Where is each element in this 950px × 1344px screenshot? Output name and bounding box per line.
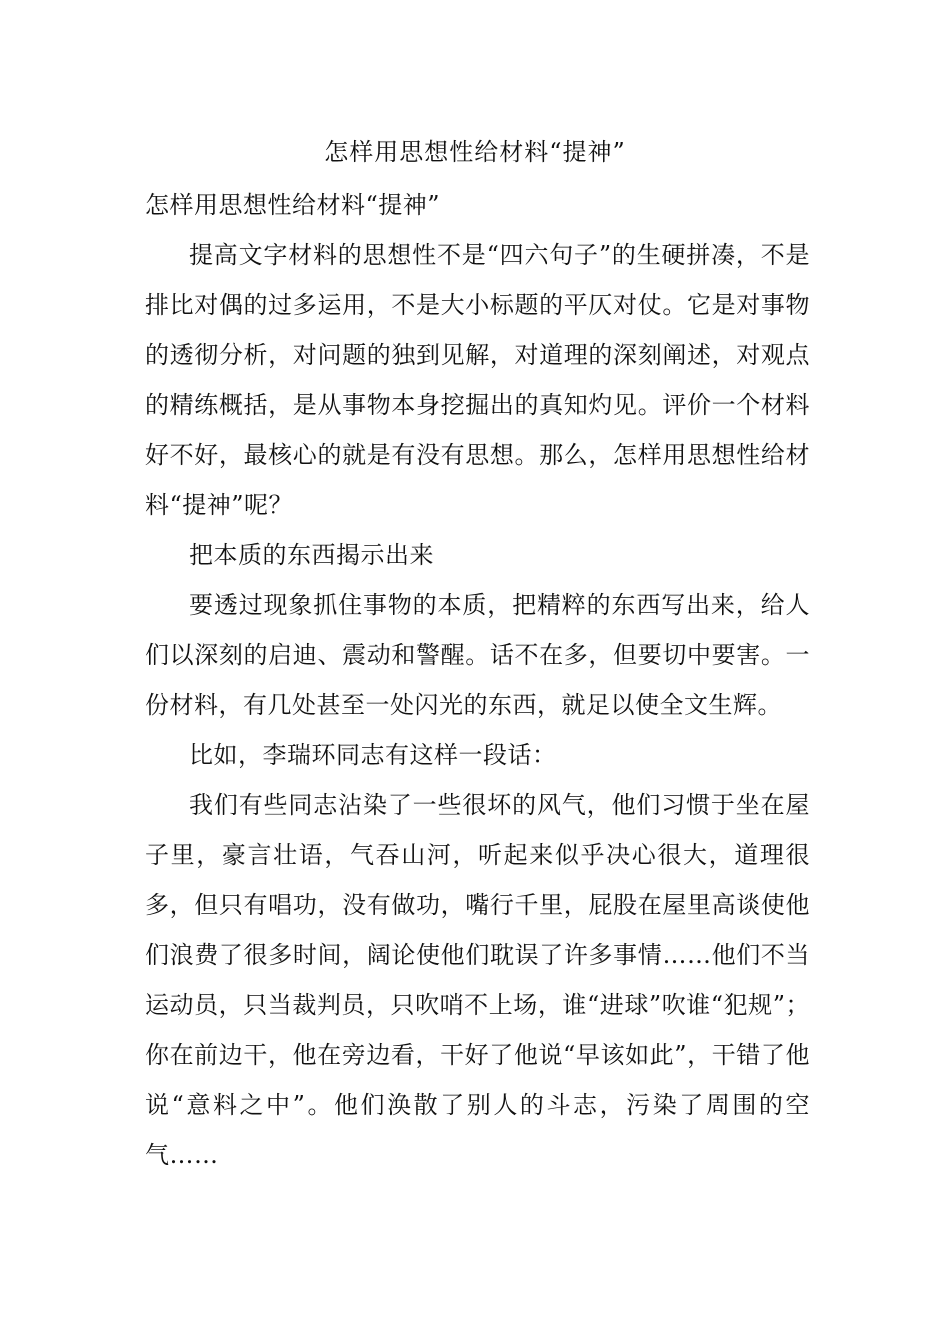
paragraph-intro: 提高文字材料的思想性不是“四六句子”的生硬拼凑，不是排比对偶的过多运用，不是大小标题的平仄对仗。它是对事物的透彻分析，对问题的独到见解，对道理的深刻阐述，对观点的精练概括，是从事物本身挖掘出的真知灼见。评价一个材料好不好，最核心的就是有没有思想。那么，怎样用思想性给材料“提神”呢？: [145, 241, 810, 519]
document-body: [145, 180, 810, 1180]
section-heading: 把本质的东西揭示出来: [189, 541, 434, 569]
document-title: 怎样用思想性给材料“提神”: [324, 138, 626, 166]
paragraph-example-intro: 比如，李瑞环同志有这样一段话：: [189, 741, 557, 769]
paragraph-quote: 我们有些同志沾染了一些很坏的风气，他们习惯于坐在屋子里，豪言壮语，气吞山河，听起来似乎决心很大，道理很多，但只有唱功，没有做功，嘴行千里，屁股在屋里高谈使他们浪费了很多时间，阔论使他们耽误了许多事情……他们不当运动员，只当裁判员，只吹哨不上场，谁“进球”吹谁“犯规”；你在前边干，他在旁边看，干好了他说“早该如此”，干错了他说“意料之中”。他们涣散了别人的斗志，污染了周围的空气……: [145, 791, 810, 1169]
paragraph-essence: 要透过现象抓住事物的本质，把精粹的东西写出来，给人们以深刻的启迪、震动和警醒。话不在多，但要切中要害。一份材料，有几处甚至一处闪光的东西，就足以使全文生辉。: [145, 591, 810, 719]
document-subtitle: 怎样用思想性给材料“提神”: [145, 191, 441, 219]
